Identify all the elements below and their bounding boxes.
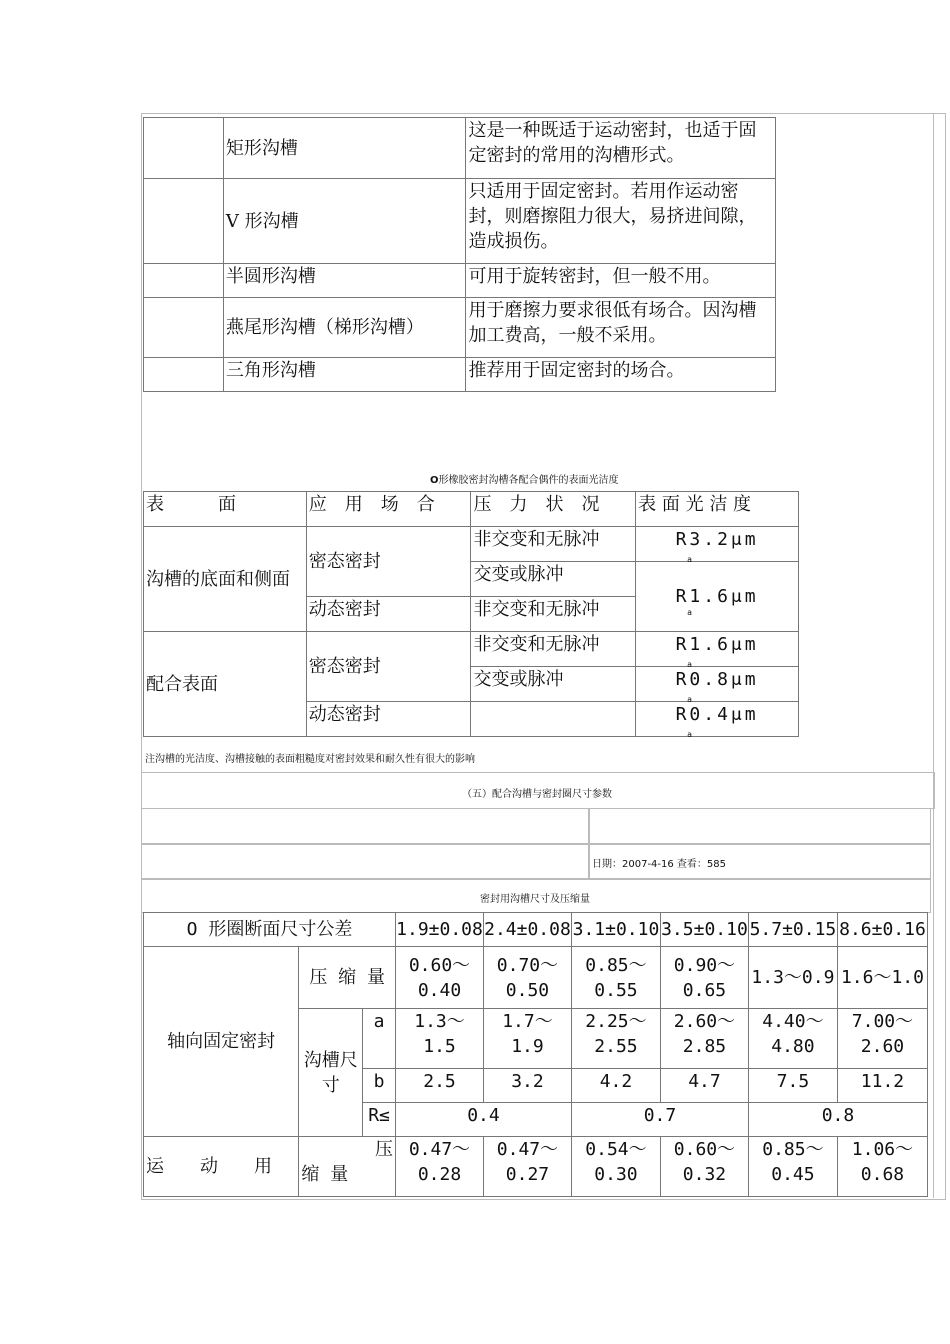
r-label: R≤	[363, 1103, 396, 1137]
finish-value: R0.4μm a	[636, 702, 799, 737]
groove-desc: 推荐用于固定密封的场合。	[466, 358, 776, 392]
b-cell: 4.7	[660, 1069, 748, 1103]
blank-band-left	[141, 808, 589, 844]
motion-compress-cell: 0.47～0.28	[396, 1137, 484, 1197]
a-cell: 7.00～2.60	[837, 1009, 927, 1069]
b-cell: 2.5	[396, 1069, 484, 1103]
groove-types-table	[143, 117, 776, 392]
col-header: 1.9±0.08	[396, 913, 484, 947]
title-o-letter: O	[430, 475, 439, 486]
finish-table-title	[430, 471, 619, 486]
motion-compress-cell: 0.60～0.32	[660, 1137, 748, 1197]
a-cell: 2.25～2.55	[571, 1009, 660, 1069]
date-band-left	[141, 844, 589, 879]
groove-desc: 可用于旋转密封，但一般不用。	[466, 264, 776, 298]
b-label: b	[363, 1069, 396, 1103]
r-cell: 0.8	[748, 1103, 927, 1137]
motion-compress-label-2: 缩 量	[301, 1164, 349, 1185]
axial-label: 轴向固定密封	[144, 947, 299, 1137]
compress-cell: 1.3～0.9	[748, 947, 837, 1009]
groove-size-label: 沟槽尺寸	[299, 1009, 363, 1137]
groove-desc: 用于磨擦力要求很低有场合。因沟槽加工费高，一般不采用。	[466, 298, 776, 358]
header-surface: 表 面	[144, 492, 307, 527]
size-table-title: 密封用沟槽尺寸及压缩量	[480, 894, 590, 905]
motion-compress-cell: 0.54～0.30	[571, 1137, 660, 1197]
header-application: 应 用 场 合	[306, 492, 471, 527]
groove-desc: 这是一种既适于运动密封，也适于固定密封的常用的沟槽形式。	[466, 118, 776, 179]
compress-cell: 0.60～0.40	[396, 947, 484, 1009]
finish-value: R0.8μm a	[636, 667, 799, 702]
motion-compress-label-1: 压	[375, 1139, 393, 1160]
a-cell: 2.60～2.85	[660, 1009, 748, 1069]
r-cell: 0.4	[396, 1103, 572, 1137]
pressure-cell: 非交变和无脉冲	[471, 527, 636, 562]
pressure-cell: 交变或脉冲	[471, 667, 636, 702]
surface-mating: 配合表面	[144, 632, 307, 737]
b-cell: 11.2	[837, 1069, 927, 1103]
compress-cell: 0.70～0.50	[483, 947, 571, 1009]
date-line: 日期：2007-4-16 查看：585	[592, 859, 727, 870]
col-header: 5.7±0.15	[748, 913, 837, 947]
blank-cell	[144, 358, 224, 392]
col-header: 3.1±0.10	[571, 913, 660, 947]
groove-desc: 只适用于固定密封。若用作运动密封，则磨擦阻力很大，易挤进间隙，造成损伤。	[466, 179, 776, 264]
b-cell: 7.5	[748, 1069, 837, 1103]
pressure-cell: 交变或脉冲	[471, 562, 636, 597]
finish-value: R1.6μm a	[636, 632, 799, 667]
groove-name: 燕尾形沟槽（梯形沟槽）	[223, 298, 466, 358]
app-static: 密态密封	[306, 632, 471, 702]
compress-cell: 0.85～0.55	[571, 947, 660, 1009]
finish-value: R1.6μm a	[636, 562, 799, 632]
blank-band-right	[589, 808, 931, 844]
groove-name: 矩形沟槽	[223, 118, 466, 179]
blank-cell	[144, 179, 224, 264]
groove-name: 半圆形沟槽	[223, 264, 466, 298]
finish-value: R3.2μm a	[636, 527, 799, 562]
col-header: 8.6±0.16	[837, 913, 927, 947]
b-cell: 4.2	[571, 1069, 660, 1103]
finish-note: 注沟槽的光洁度、沟槽接触的表面粗糙度对密封效果和耐久性有很大的影响	[145, 754, 475, 765]
motion-compress-cell: 0.47～0.27	[483, 1137, 571, 1197]
section5-title: （五）配合沟槽与密封圈尺寸参数	[462, 789, 612, 800]
header-pressure: 压 力 状 况	[471, 492, 636, 527]
r-cell: 0.7	[571, 1103, 748, 1137]
col-header: 3.5±0.10	[660, 913, 748, 947]
pressure-cell: 非交变和无脉冲	[471, 597, 636, 632]
motion-label: 运 动 用	[144, 1137, 299, 1197]
pressure-cell: 非交变和无脉冲	[471, 632, 636, 667]
compress-cell: 0.90～0.65	[660, 947, 748, 1009]
a-label: a	[363, 1009, 396, 1069]
groove-name: V 形沟槽	[223, 179, 466, 264]
title-text: 形橡胶密封沟槽各配合偶件的表面光洁度	[438, 475, 619, 486]
compress-label: 压 缩 量	[299, 947, 396, 1009]
surface-groove: 沟槽的底面和侧面	[144, 527, 307, 632]
motion-compress-label	[299, 1137, 396, 1197]
app-dynamic: 动态密封	[306, 597, 471, 632]
pressure-cell	[471, 702, 636, 737]
blank-cell	[144, 118, 224, 179]
a-cell: 4.40～4.80	[748, 1009, 837, 1069]
blank-cell	[144, 264, 224, 298]
col-header: 2.4±0.08	[483, 913, 571, 947]
b-cell: 3.2	[483, 1069, 571, 1103]
compress-cell: 1.6～1.0	[837, 947, 927, 1009]
groove-size-table	[143, 912, 928, 1197]
blank-cell	[144, 298, 224, 358]
a-cell: 1.7～1.9	[483, 1009, 571, 1069]
groove-name: 三角形沟槽	[223, 358, 466, 392]
surface-finish-table	[143, 491, 799, 737]
right-rule	[933, 113, 934, 1198]
app-static: 密态密封	[306, 527, 471, 597]
app-dynamic: 动态密封	[306, 702, 471, 737]
a-cell: 1.3～1.5	[396, 1009, 484, 1069]
header-label: O 形圈断面尺寸公差	[144, 913, 396, 947]
header-finish: 表 面 光 洁 度	[636, 492, 799, 527]
motion-compress-cell: 1.06～0.68	[837, 1137, 927, 1197]
motion-compress-cell: 0.85～0.45	[748, 1137, 837, 1197]
